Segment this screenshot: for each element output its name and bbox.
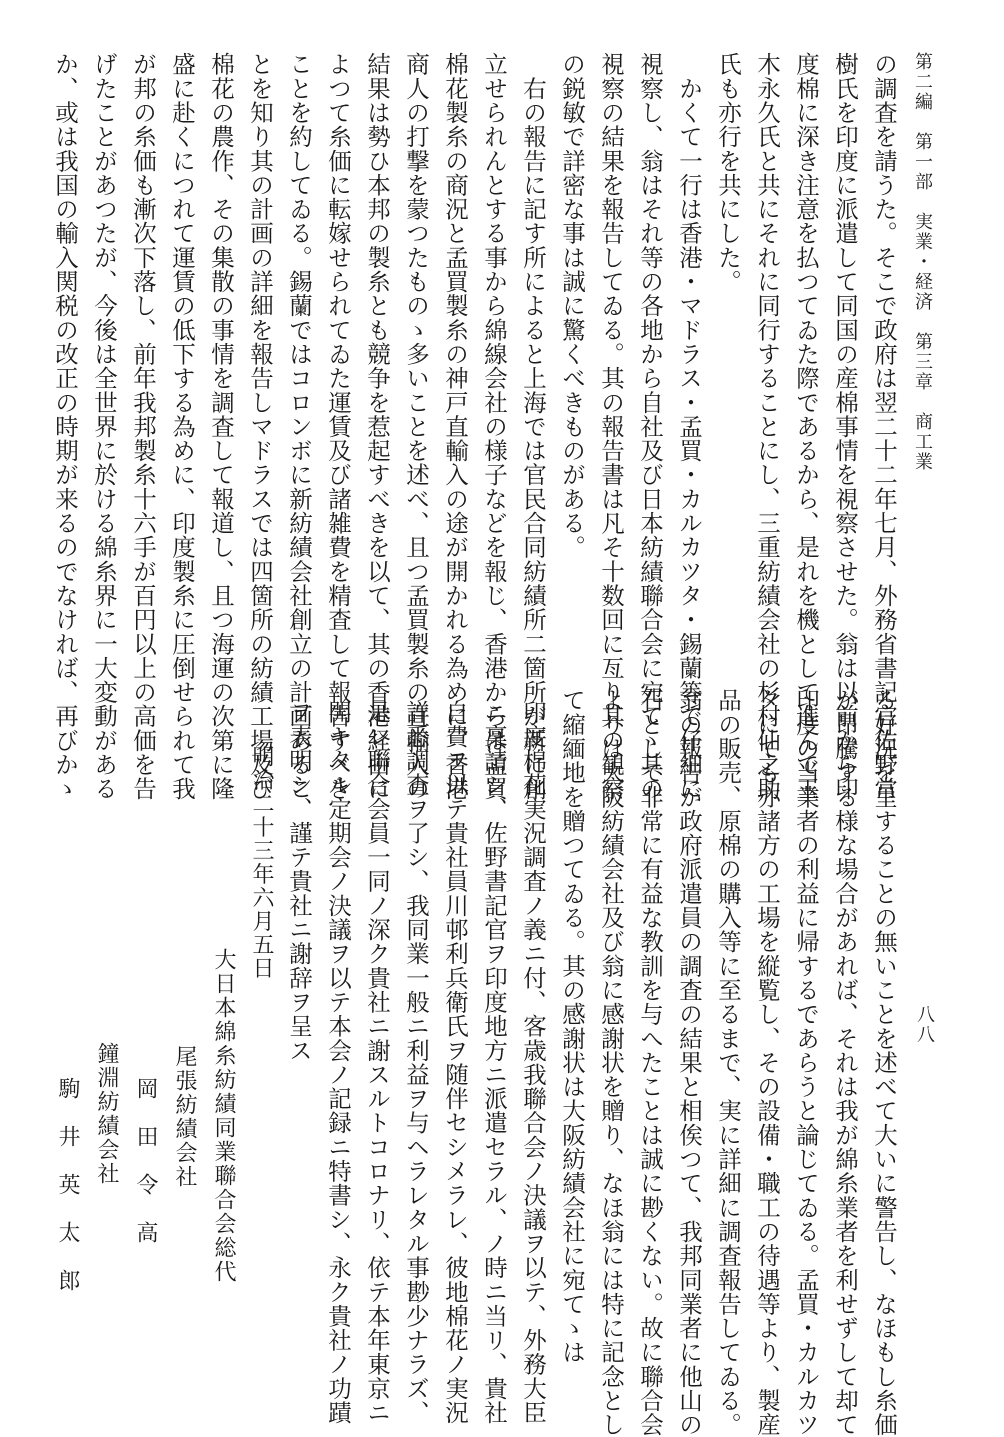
letter-line: 自費ヲ以テ貴社員川邨利兵衛氏ヲ随伴セシメラレ、彼地棉花ノ実況 <box>441 700 469 1425</box>
body-line: 盛に赴くにつれて運賃の低下する為めに、印度製糸に圧倒せられて我 <box>168 52 196 801</box>
body-line: 樹氏を印度に派遣して同国の産棉事情を視察させた。翁は以前から印 <box>831 52 859 801</box>
body-line: の鋭敏で詳密な事は誠に驚くべきものがある。 <box>558 52 586 560</box>
body-line: 視察し、翁はそれ等の各地から自社及び日本紡績聯合会に宛てゝ其の <box>636 52 664 801</box>
body-line: 商人の打撃を蒙つたものゝ多いことを述べ、且つ孟買製糸の直輸入の <box>402 52 430 801</box>
body-line: て縮緬地を贈つてゐる。其の感謝状は大阪紡績会社に宛てゝは <box>558 688 586 1365</box>
body-line: 石として非常に有益な教訓を与へたことは誠に尠くない。故に聯合会 <box>636 688 664 1437</box>
body-line: よつて糸価に転嫁せられてゐた運賃及び諸雑費を精査して報告すべき <box>324 52 352 801</box>
letter-line: 開キタル定期会ノ決議ヲ以テ本会ノ記録ニ特書シ、永ク貴社ノ功蹟 <box>324 700 352 1425</box>
letter-line: 詳悉調査ヲ了シ、我同業一般ニ利益ヲ与ヘラレタル事尠少ナラズ、 <box>402 700 430 1425</box>
letter-line: ヲ表明シ、謹テ貴社ニ謝辞ヲ呈ス <box>285 700 313 1063</box>
body-line: 氏も亦行を共にした。 <box>714 52 742 294</box>
body-line: タにても亦諸方の工場を縦覧し、その設備・職工の待遇等より、製産 <box>753 688 781 1437</box>
running-header: 第二編 第一部 実業・経済 第三章 商工業 <box>912 52 933 472</box>
body-line: 結果は勢ひ本邦の製糸とも競争を惹起すべきを以て、其の香港経由に <box>363 52 391 801</box>
body-line: が昂騰する様な場合があれば、それは我が綿糸業者を利せずして却て <box>831 688 859 1437</box>
letter-line: 印度棉花実況調査ノ義ニ付、客歳我聯合会ノ決議ヲ以テ、外務大臣 <box>519 700 547 1425</box>
body-line: か、或は我国の輸入関税の改正の時期が来るのでなければ、再びかゝ <box>51 52 79 801</box>
body-line: 右の報告に記す所によると上海では官民合同紡績所二箇所が新に創 <box>519 52 547 801</box>
body-line: が邦の糸価も漸次下落し、前年我邦製糸十六手が百円以上の高価を告 <box>129 52 157 801</box>
body-line: 度棉に深き注意を払つてゐた際であるから、是れを機として進んで玉 <box>792 52 820 801</box>
letter-date: 明治二十三年六月五日 <box>249 745 274 980</box>
page-number: 八八 <box>914 1005 935 1045</box>
body-line: 品の販売、原棉の購入等に至るまで、実に詳細に調査報告してゐる。 <box>714 688 742 1437</box>
body-line: 棉花の農作、その集散の事情を調査して報道し、且つ海運の次第に隆 <box>207 52 235 801</box>
signatory-company: 尾張紡績会社 <box>172 1045 197 1189</box>
body-line: よりは大阪紡績会社及び翁に感謝状を贈り、なほ翁には特に記念とし <box>597 688 625 1437</box>
body-line: 立せられんとする事から綿線会社の様子などを報じ、香港からは孟買 <box>480 52 508 801</box>
body-line: かくて一行は香港・マドラス・孟買・カルカツタ・錫蘭等で仔細に <box>675 52 703 801</box>
body-line: 木永久氏と共にそれに同行することにし、三重紡績会社の杉村仙之助 <box>753 52 781 801</box>
letter-line: 是レ聯合会員一同ノ深ク貴社ニ謝スルトコロナリ、依テ本年東京ニ <box>363 700 391 1425</box>
body-line: 印度の当業者の利益に帰するであらうと論じてゐる。孟買・カルカツ <box>792 688 820 1437</box>
body-line: 翁の報告が政府派遣員の調査の結果と相俟つて、我邦同業者に他山の <box>675 688 703 1437</box>
body-line: げたことがあつたが、今後は全世界に於ける綿糸界に一大変動がある <box>90 52 118 801</box>
signatory-name: 駒 井 英 太 郎 <box>55 1077 80 1293</box>
signatory-name: 岡 田 令 高 <box>133 1077 158 1245</box>
signatory-company: 鐘淵紡績会社 <box>94 1042 119 1186</box>
letter-line: ニ稟請シ、佐野書記官ヲ印度地方ニ派遣セラル、ノ時ニ当リ、貴社 <box>480 700 508 1425</box>
body-line: の調査を請うた。そこで政府は翌二十二年七月、外務省書記官佐野常 <box>870 52 898 801</box>
body-line: とを知り其の計画の詳細を報告しマドラスでは四箇所の紡績工場及び <box>246 52 274 801</box>
body-line: 視察の結果を報告してゐる。其の報告書は凡そ十数回に亙り其の観察 <box>597 52 625 801</box>
body-line: ことを約してゐる。錫蘭ではコロンボに新紡績会社創立の計画あるこ <box>285 52 313 801</box>
body-line: 棉花製糸の商況と孟買製糸の神戸直輸入の途が開かれる為めに、香港 <box>441 52 469 801</box>
signatory-federation: 大日本綿糸紡績同業聯合会総代 <box>211 948 236 1284</box>
body-line: る好況を呈することの無いことを述べて大いに警告し、なほもし糸価 <box>870 688 898 1437</box>
